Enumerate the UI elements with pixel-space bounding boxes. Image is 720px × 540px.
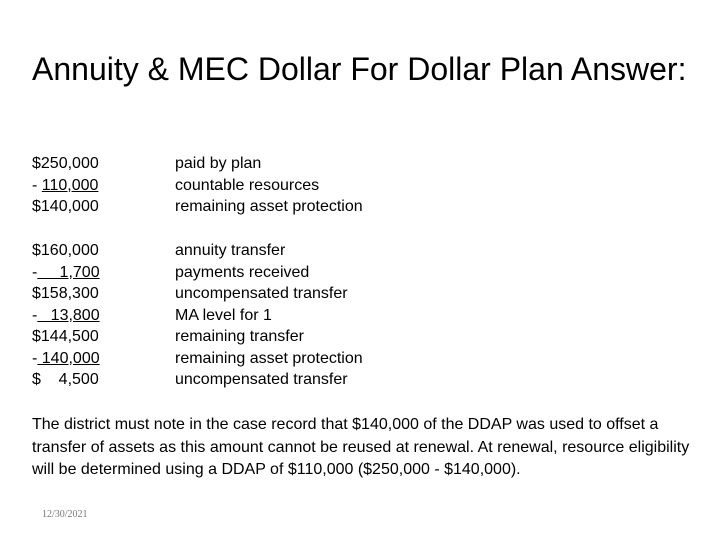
- calc-amount: $140,000: [32, 198, 99, 215]
- calc-row: [32, 153, 363, 175]
- calc-row: [32, 369, 363, 391]
- calc-description: remaining transfer: [175, 328, 304, 345]
- calc-row: [32, 262, 363, 284]
- calc-description: uncompensated transfer: [175, 371, 348, 388]
- calc-amount: $ 4,500: [32, 371, 99, 388]
- calc-row: [32, 326, 363, 348]
- calculation-block-plan: [32, 153, 363, 218]
- calc-row: [32, 175, 363, 197]
- calculation-block-annuity: [32, 240, 363, 391]
- calc-amount: - 140,000: [32, 349, 100, 367]
- explanation-paragraph: The district must note in the case record that $140,000 of the DDAP was used to offset a transfer of assets as this amount cannot be reused at renewal. At renewal, resource eligibility will be determined using a DDAP of $110,000 ($250,000 - $140,000).: [32, 416, 690, 478]
- calc-amount: $144,500: [32, 328, 99, 345]
- calc-amount: - 13,800: [32, 306, 100, 324]
- calc-row: [32, 348, 363, 370]
- calc-amount: $160,000: [32, 242, 99, 259]
- calc-description: remaining asset protection: [175, 198, 363, 215]
- slide-title: Annuity & MEC Dollar For Dollar Plan Answer:: [32, 51, 687, 87]
- calc-amount: $250,000: [32, 155, 99, 172]
- calc-amount: $158,300: [32, 285, 99, 302]
- calc-description: uncompensated transfer: [175, 285, 348, 302]
- calc-description: annuity transfer: [175, 242, 286, 259]
- calc-row: [32, 240, 363, 262]
- calc-row: [32, 305, 363, 327]
- calc-description: remaining asset protection: [175, 349, 363, 367]
- calc-description: MA level for 1: [175, 306, 272, 324]
- calc-amount: - 1,700: [32, 263, 100, 281]
- footer-date: 12/30/2021: [42, 509, 88, 520]
- calc-description: paid by plan: [175, 155, 262, 172]
- calc-amount: - 110,000: [32, 176, 99, 194]
- calc-description: payments received: [175, 263, 310, 281]
- calc-description: countable resources: [175, 176, 320, 194]
- calc-row: [32, 283, 363, 305]
- calc-row: [32, 196, 363, 218]
